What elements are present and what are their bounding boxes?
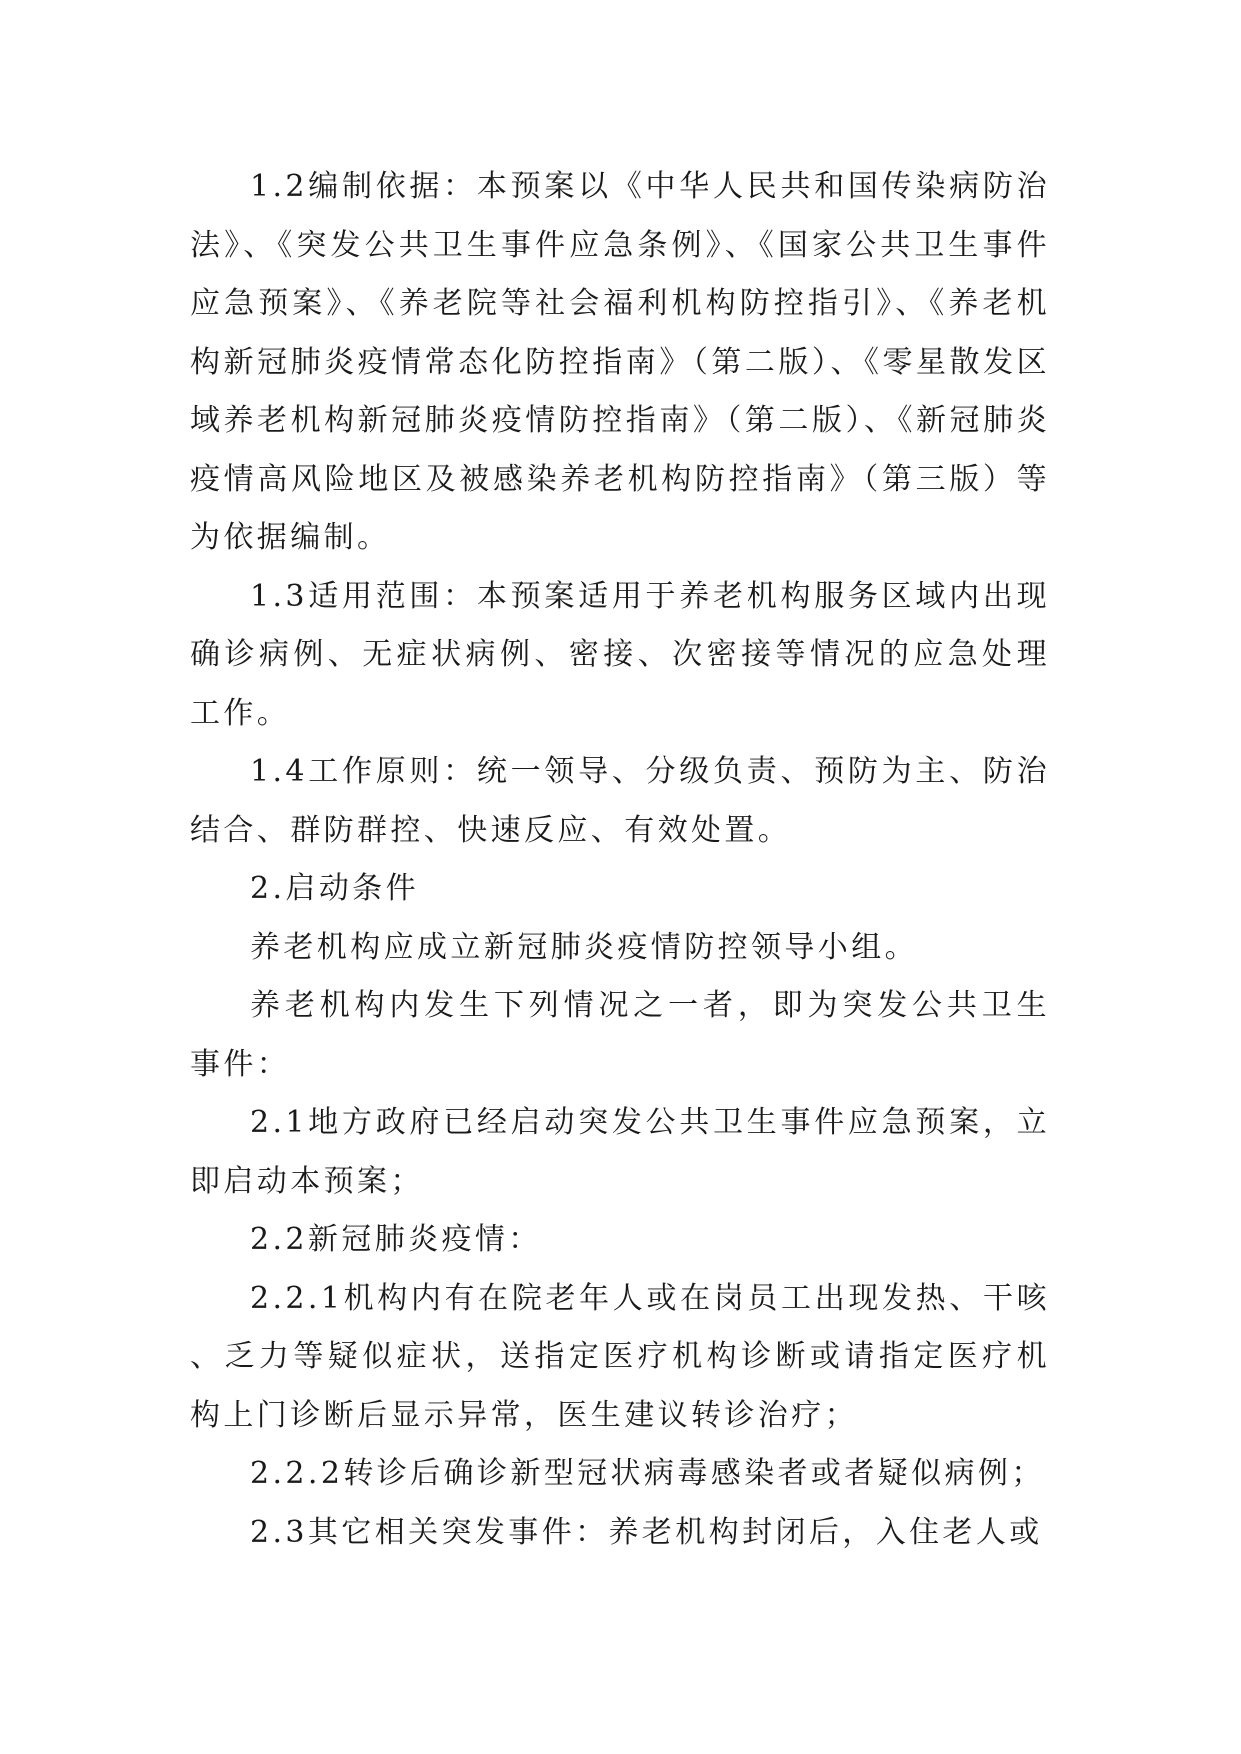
paragraph-compilation-basis: 1.2编制依据：本预案以《中华人民共和国传染病防治法》、《突发公共卫生事件应急条例》、《国家公共卫生事件应急预案》、《养老院等社会福利机构防控指引》、《养老机构新冠肺炎疫情常态化防控指南》（第二版）、《零星散发区域养老机构新冠肺炎疫情防控指南》（第二版）、《新冠肺炎疫情高风险地区及被感染养老机构防控指南》（第三版）等为依据编制。 [190,169,1050,555]
paragraph-condition-2-2-1: 2.2.1机构内有在院老年人或在岗员工出现发热、干咳、乏力等疑似症状，送指定医疗机构诊断或请指定医疗机构上门诊断后显示异常，医生建议转诊治疗； [190,1280,1050,1433]
paragraph-condition-2-3: 2.3其它相关突发事件：养老机构封闭后，入住老人或 [250,1514,1043,1550]
paragraph-condition-2-2-2: 2.2.2转诊后确诊新型冠状病毒感染者或者疑似病例； [250,1456,1045,1491]
paragraph-principles: 1.4工作原则：统一领导、分级负责、预防为主、防治结合、群防群控、快速反应、有效处置。 [190,754,1050,848]
paragraph-condition-2-1: 2.1地方政府已经启动突发公共卫生事件应急预案，立即启动本预案； [190,1105,1050,1199]
paragraph-leading-group: 养老机构应成立新冠肺炎疫情防控领导小组。 [250,929,918,965]
document-body [190,158,1050,1562]
section-heading-start-conditions: 2.启动条件 [250,871,420,906]
paragraph-scope: 1.3适用范围：本预案适用于养老机构服务区域内出现确诊病例、无症状病例、密接、次密接等情况的应急处理工作。 [190,578,1050,731]
paragraph-condition-2-2: 2.2新冠肺炎疫情： [250,1222,542,1257]
paragraph-emergency-definition: 养老机构内发生下列情况之一者，即为突发公共卫生事件： [190,988,1050,1082]
